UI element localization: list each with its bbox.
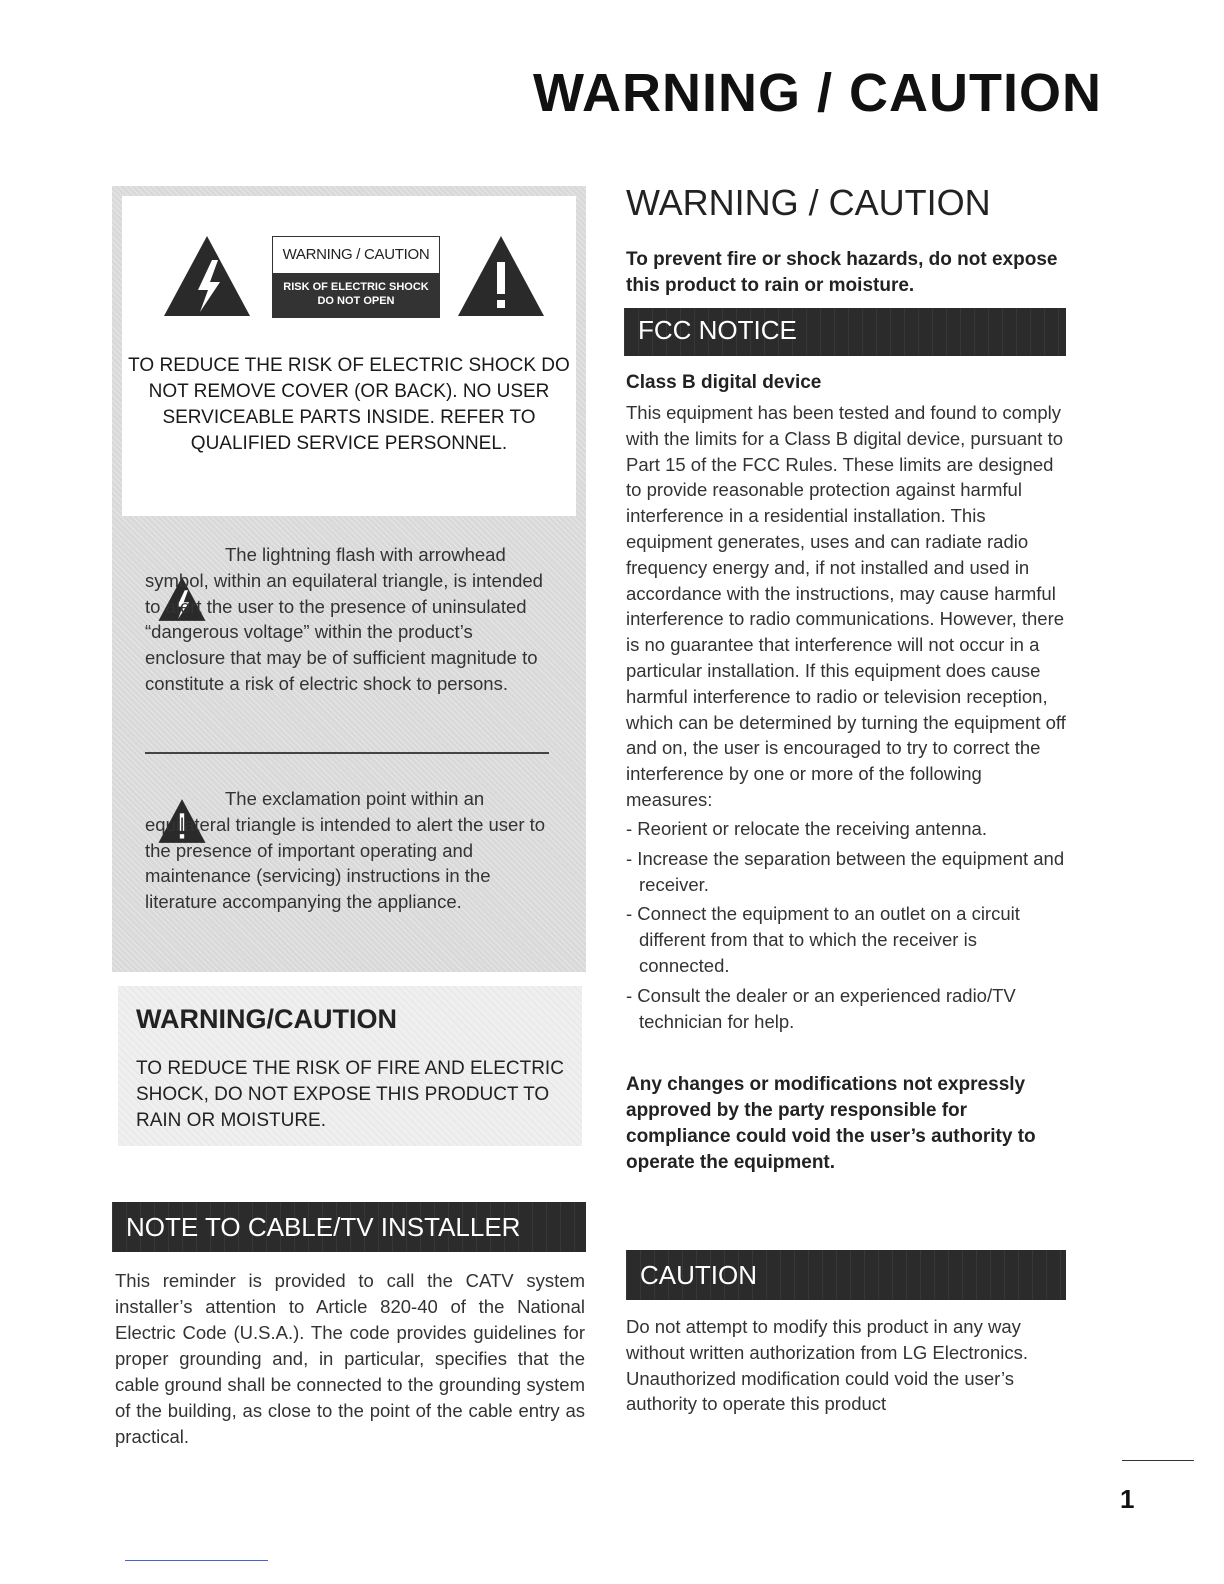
- exclamation-symbol-explanation: [145, 786, 555, 915]
- cable-installer-text: This reminder is provided to call the CATV system installer’s attention to Article 820-40 of the National Electric Code (U.S.A.). The code provides guidelines for proper grounding and, in particular, specifies that the cable ground shall be connected to the grounding system of the building, as close to the point of the cable entry as practical.: [115, 1270, 585, 1447]
- label-risk-line1: RISK OF ELECTRIC SHOCK: [283, 281, 429, 293]
- page-number: 1: [1120, 1484, 1135, 1514]
- modifications-warning: Any changes or modifications not expressly approved by the party responsible for compliance could void the user’s authority to operate the equipment.: [626, 1074, 1036, 1173]
- list-item: - Reorient or relocate the receiving antenna.: [626, 818, 987, 839]
- label-risk-line2: DO NOT OPEN: [317, 295, 395, 307]
- lightning-triangle-icon: [162, 234, 252, 318]
- caution-heading: CAUTION: [626, 1250, 1066, 1300]
- list-item: - Consult the dealer or an experienced radio/TV technician for help.: [626, 984, 1016, 1032]
- caution-text: Do not attempt to modify this product in any way without written authorization from LG Electronics. Unauthorized modification could void the user’s authority to operate this product: [626, 1316, 1029, 1415]
- footnote-rule: [125, 1560, 268, 1561]
- section-heading: WARNING / CAUTION: [626, 182, 991, 223]
- label-title: WARNING / CAUTION: [282, 246, 430, 263]
- fire-warning-title: WARNING/CAUTION: [136, 1004, 397, 1034]
- warning-label-panel: [122, 196, 576, 516]
- page-title: WARNING / CAUTION: [533, 63, 1102, 123]
- lightning-symbol-explanation: [145, 542, 555, 697]
- prevent-hazard-text: To prevent fire or shock hazards, do not expose this product to rain or moisture.: [626, 249, 1058, 296]
- warning-caution-label: [272, 236, 440, 318]
- fcc-measures-list: [626, 816, 1072, 1038]
- cable-installer-heading: NOTE TO CABLE/TV INSTALLER: [112, 1202, 586, 1252]
- footer-rule: [1122, 1460, 1194, 1461]
- fire-warning-box: [118, 986, 582, 1146]
- divider: [145, 752, 549, 754]
- fcc-body-text: This equipment has been tested and found to comply with the limits for a Class B digital device, pursuant to Part 15 of the FCC Rules. These limits are designed to provide reasonable protection against harmful interference in a residential installation. This equipment generates, uses and can radiate radio frequency energy and, if not installed and used in accordance with the instructions, may cause harmful interference to radio communications. However, there is no guarantee that interference will not occur in a particular installation. If this equipment does cause harmful interference to radio or television reception, which can be determined by turning the equipment off and on, the user is encouraged to try to correct the interference by one or more of the following measures:: [626, 402, 1066, 810]
- label-risk-text: [273, 273, 439, 317]
- lightning-symbol-text: The lightning flash with arrowhead symbol, within an equilateral triangle, is intended to alert the user to the presence of uninsulated “dangerous voltage” within the product’s enclosure that may be of sufficient magnitude to constitute a risk of electric shock to persons.: [145, 544, 543, 694]
- list-item: - Connect the equipment to an outlet on a circuit different from that to which the receiver is connected.: [626, 903, 1020, 976]
- warning-symbols-box: [112, 186, 586, 972]
- fire-warning-text: TO REDUCE THE RISK OF FIRE AND ELECTRIC SHOCK, DO NOT EXPOSE THIS PRODUCT TO RAIN OR MOISTURE.: [136, 1058, 564, 1131]
- shock-warning-text: TO REDUCE THE RISK OF ELECTRIC SHOCK DO NOT REMOVE COVER (OR BACK). NO USER SERVICEABLE PARTS INSIDE. REFER TO QUALIFIED SERVICE PERSONNEL.: [128, 355, 570, 454]
- exclamation-triangle-icon: [456, 234, 546, 318]
- list-item: - Increase the separation between the equipment and receiver.: [626, 847, 1065, 895]
- fcc-notice-heading: FCC NOTICE: [624, 308, 1066, 356]
- exclamation-symbol-text: The exclamation point within an equilateral triangle is intended to alert the user to the presence of important operating and maintenance (servicing) instructions in the literature accompanying the appliance.: [145, 788, 546, 913]
- class-b-subheading: Class B digital device: [626, 372, 822, 393]
